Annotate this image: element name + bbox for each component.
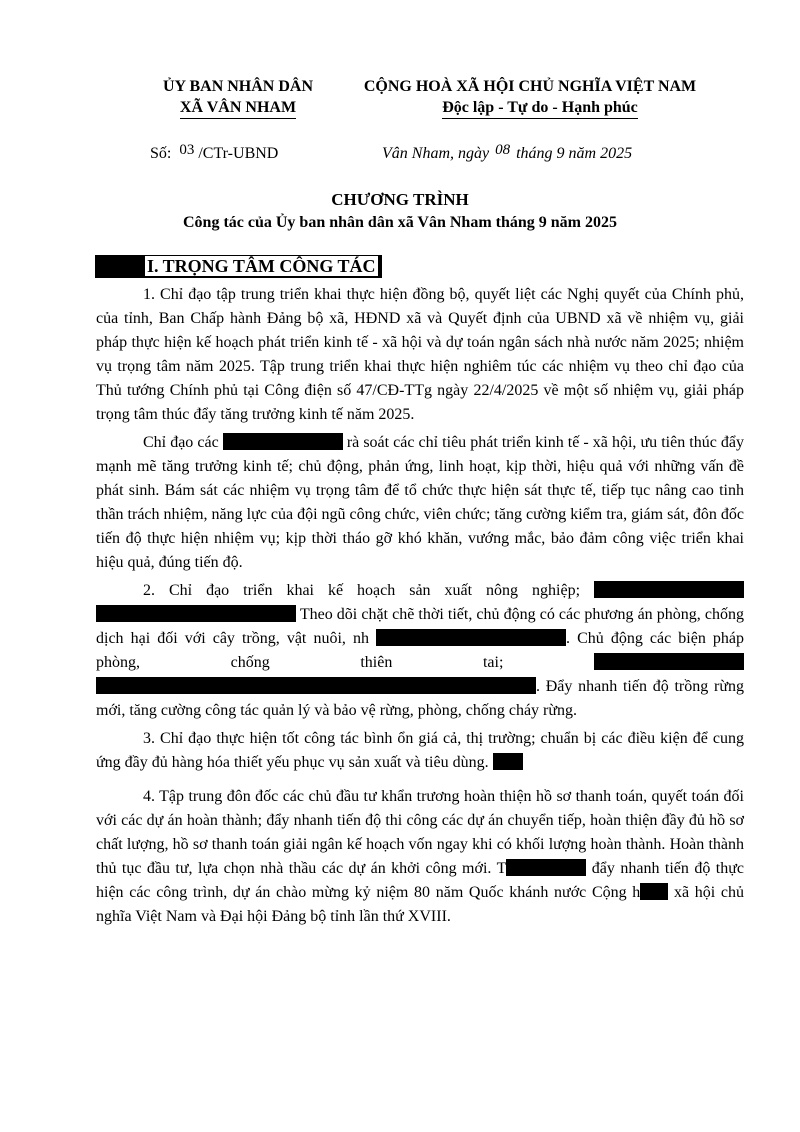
- paragraph-5-part-b: đẩy nhanh tiến độ thực hiện các công trình, dự án chào mừng kỷ niệm 80 năm Quốc khánh nước Cộng h: [96, 860, 744, 901]
- document-date: [382, 142, 633, 163]
- document-title: CHƯƠNG TRÌNH: [331, 190, 469, 209]
- paragraph-5-part-a: 4. Tập trung đôn đốc các chủ đầu tư khẩn trương hoàn thiện hồ sơ thanh toán, quyết toán đối với các dự án hoàn thành; đẩy nhanh tiến độ thi công các dự án chuyển tiếp, hoàn thiện đầy đủ hồ sơ chất lượng, hồ sơ thanh toán giải ngân kế hoạch vốn ngay khi có khối lượng hoàn thành. Hoàn thành thủ tục đầu tư, lựa chọn nhà thầu các dự án khởi công mới. T: [96, 788, 744, 877]
- agency-line-1: ỦY BAN NHÂN DÂN: [162, 78, 314, 95]
- so-number: 03: [179, 142, 195, 158]
- redaction-block: [96, 677, 536, 694]
- redaction-block: [506, 859, 586, 876]
- so-suffix: /CTr-UBND: [198, 145, 279, 162]
- nation-line-1: CỘNG HOÀ XÃ HỘI CHỦ NGHĨA VIỆT NAM: [363, 78, 697, 95]
- paragraph-2-part-a: Chỉ đạo các: [143, 434, 219, 451]
- paragraph-1: 1. Chỉ đạo tập trung triển khai thực hiện đồng bộ, quyết liệt các Nghị quyết của Chính phủ, của tỉnh, Ban Chấp hành Đảng bộ xã, HĐND xã và Quyết định của UBND xã về nhiệm vụ, giải pháp thực hiện kế hoạch phát triển kinh tế - xã hội và dự toán ngân sách nhà nước năm 2025; nhiệm vụ trọng tâm năm 2025. Tập trung triển khai thực hiện nghiêm túc các nhiệm vụ theo chỉ đạo của Thủ tướng Chính phủ tại Công điện số 47/CĐ-TTg ngày 22/4/2025 về một số nhiệm vụ, giải pháp trọng tâm thúc đẩy tăng trưởng kinh tế năm 2025.: [96, 286, 744, 423]
- redaction-block: [640, 883, 668, 900]
- date-prefix: Vân Nham, ngày: [382, 145, 490, 162]
- paragraph-4: [96, 727, 744, 775]
- redaction-block: [96, 605, 296, 622]
- nation-line-2: Độc lập - Tự do - Hạnh phúc: [442, 97, 638, 119]
- date-suffix: tháng 9 năm 2025: [516, 145, 633, 162]
- paragraph-3-part-d: . Đẩy nhanh tiến độ trồng rừng mới, tăng cường công tác quản lý và bảo vệ rừng, phòng, chống cháy rừng.: [96, 678, 744, 719]
- so-label: Số:: [150, 145, 172, 162]
- redaction-block: [223, 433, 343, 450]
- date-day: 08: [495, 142, 511, 158]
- paragraph-3-part-b: Theo dõi chặt chẽ thời tiết, chủ động có các phương án phòng, chống dịch hại đối với cây trồng, vật nuôi, nh: [96, 606, 744, 647]
- paragraph-3-part-c: . Chủ động các biện pháp phòng, chống thiên tai;: [96, 630, 745, 671]
- section-heading-1-text: I. TRỌNG TÂM CÔNG TÁC: [147, 256, 376, 276]
- issuing-agency: [138, 76, 338, 119]
- paragraph-3: [96, 579, 744, 723]
- paragraph-2: [96, 431, 744, 575]
- document-subtitle: Công tác của Ủy ban nhân dân xã Vân Nham tháng 9 năm 2025: [182, 214, 618, 231]
- national-motto: [340, 76, 720, 119]
- document-body: [96, 283, 744, 933]
- paragraph-5: [96, 785, 744, 929]
- section-heading-1: [95, 255, 382, 278]
- paragraph-3-part-a: 2. Chỉ đạo triển khai kế hoạch sản xuất nông nghiệp;: [143, 582, 581, 599]
- redaction-block: [594, 653, 744, 670]
- paragraph-2-part-b: rà soát các chỉ tiêu phát triển kinh tế - xã hội, ưu tiên thúc đẩy mạnh mẽ tăng trưởng kinh tế; chủ động, phản ứng, linh hoạt, kịp thời, hiệu quả với những vấn đề phát sinh. Bám sát các nhiệm vụ trọng tâm để tổ chức thực hiện sát thực tế, tiếp tục nâng cao tinh thần trách nhiệm, năng lực của đội ngũ công chức, viên chức; tăng cường kiểm tra, giám sát, đôn đốc tiến độ thực hiện nhiệm vụ; kịp thời tháo gỡ khó khăn, vướng mắc, bảo đảm công việc triển khai hiệu quả, đúng tiến độ.: [96, 434, 745, 571]
- agency-line-2: XÃ VÂN NHAM: [180, 97, 296, 119]
- paragraph-4-text: 3. Chỉ đạo thực hiện tốt công tác bình ổn giá cả, thị trường; chuẩn bị các điều kiện để cung ứng đầy đủ hàng hóa thiết yếu phục vụ sản xuất và tiêu dùng.: [96, 730, 744, 771]
- redaction-block: [376, 629, 566, 646]
- paragraph-5-part-c: xã hội chủ nghĩa Việt Nam và Đại hội Đảng bộ tỉnh lần thứ XVIII.: [96, 884, 745, 925]
- redaction-block: [594, 581, 744, 598]
- redaction-block: [493, 753, 523, 770]
- document-number: [150, 142, 279, 163]
